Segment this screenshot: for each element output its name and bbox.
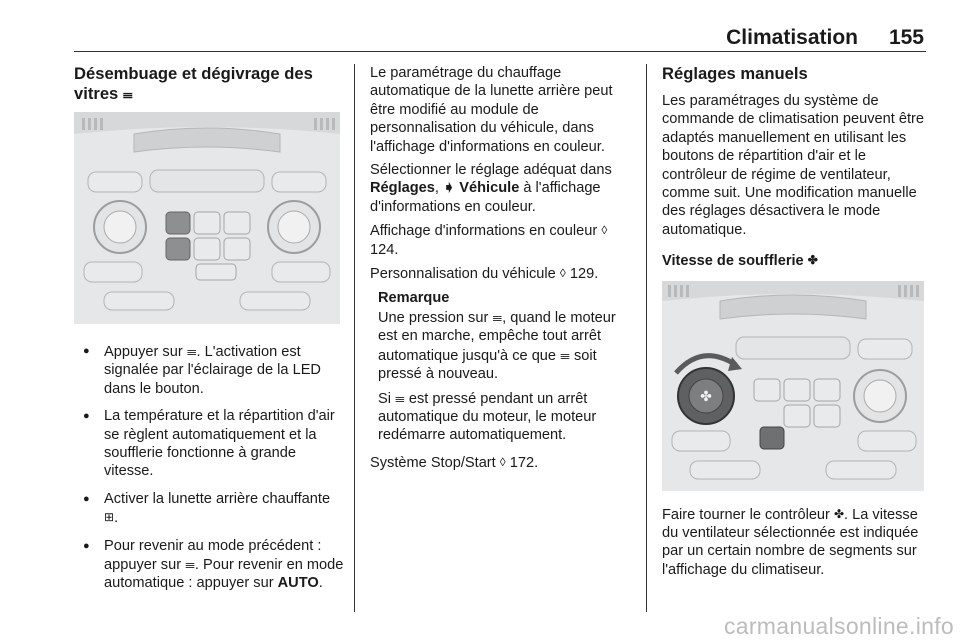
fan-control-photo [662,281,924,491]
fan-icon: ✤ [833,506,845,521]
defog-icon: 𝍢 [560,347,570,362]
paragraph: Une pression sur 𝍢, quand le moteur est en marche, empêche tout arrêt automatique jusqu'à ce que 𝍢 soit pressé à nouveau. [378,309,616,383]
paragraph: Si 𝍢 est pressé pendant un arrêt automatique du moteur, le moteur redémarre automatiquement. [378,390,597,444]
paragraph: Sélectionner le réglage adéquat dans Réglages, ➧ Véhicule à l'affichage d'informations en couleur. [370,162,612,215]
column-defog [74,64,344,602]
climate-panel-illustration [74,112,340,324]
defog-icon: 𝍢 [492,309,503,324]
defog-icon: 𝍢 [395,390,405,405]
fan-control-illustration [662,281,924,491]
cross-reference[interactable]: Personnalisation du véhicule ◊ 129. [370,266,599,283]
heading-defog: Désembuage et dégivrage des vitres 𝍢 [74,64,313,103]
page-reference-icon: ◊ [559,266,566,281]
watermark: carmanualsonline.info [723,613,954,639]
list-item: ● Appuyer sur 𝍢. L'activation est signalée par l'éclairage de la LED dans le bouton. [74,342,344,398]
cross-reference[interactable]: Système Stop/Start ◊ 172. [370,454,539,471]
column-divider [646,64,647,612]
page-header [74,22,926,52]
paragraph: Faire tourner le contrôleur ✤. La vitesse du ventilateur sélectionnée est indiquée par un certain nombre de segments sur l'affichage du climatiseur. [662,506,919,578]
defog-icon: 𝍢 [122,87,133,101]
list-item: ● La température et la répartition d'air se règlent automatiquement et la soufflerie fonctionne à grande vitesse. [74,407,344,481]
heading-manual: Réglages manuels [662,64,808,83]
page-number: 155 [888,26,924,49]
paragraph: Le paramétrage du chauffage automatique de la lunette arrière peut être modifié au module de personnalisation du véhicule, dans l'affichage d'informations en couleur. [370,65,613,155]
column-manual [662,64,928,584]
section-title: Climatisation [726,26,858,49]
fan-icon: ✤ [807,253,818,268]
remark-title: Remarque [378,290,450,307]
defog-icon: 𝍢 [185,557,195,572]
cross-reference[interactable]: Affichage d'informations en couleur ◊ 124. [370,223,608,258]
page-reference-icon: ◊ [499,454,506,469]
svg-text:✤: ✤ [700,388,712,405]
list-item: ● Pour revenir au mode précédent : appuyer sur 𝍢. Pour revenir en mode automatique : appuyer sur AUTO. [74,537,344,593]
subheading-fan-speed: Vitesse de soufflerie ✤ [662,253,818,270]
remark-box [370,289,636,444]
climate-panel-photo [74,112,340,324]
steps-list [74,342,344,593]
arrow-icon: ➧ [443,180,456,197]
list-item: ● Activer la lunette arrière chauffante ⊞. [74,490,344,528]
page-reference-icon: ◊ [601,223,608,238]
column-settings [370,64,636,477]
paragraph: Les paramétrages du système de commande de climatisation peuvent être adaptés manuellement en utilisant les boutons de répartition d'air et le contrôleur de régime de ventilateur, comme suit. Une modification manuelle des réglages désactivera le mode automatique. [662,93,925,238]
column-divider [354,64,355,612]
rear-window-heater-icon: ⊞ [104,510,115,525]
defog-icon: 𝍢 [186,344,197,358]
